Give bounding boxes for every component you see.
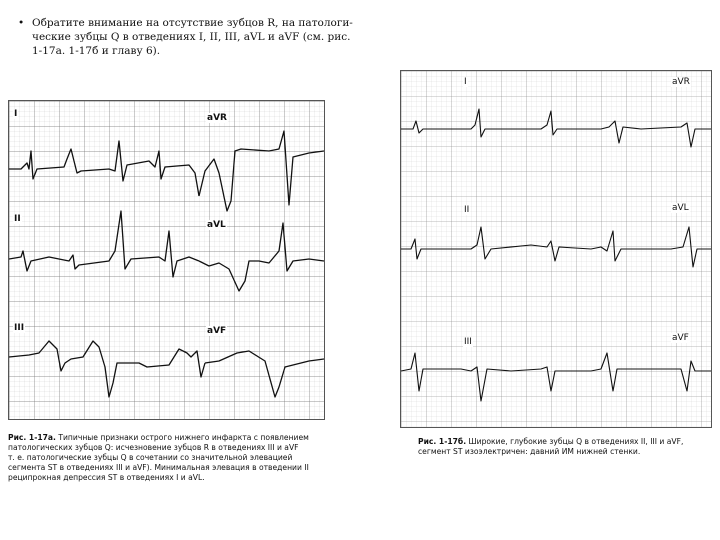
lead-label-I: I [14,109,18,119]
ecg-grid-a [9,101,324,419]
lead-label-III: III [14,323,25,333]
ecg-figure-a [8,100,325,420]
caption-a-line-5: реципрокная депрессия ST в отведениях I и aVL. [8,473,205,482]
lead-label-aVL-b: aVL [672,203,689,213]
caption-a-line-3: т. е. патологические зубцы Q в сочетании со значительной элевацией [8,453,293,462]
lead-label-aVF-b: aVF [672,333,689,343]
lead-label-aVR: aVR [207,113,227,123]
caption-b-figure-number: Рис. 1-17б. [418,437,467,446]
lead-label-II-b: II [464,205,470,215]
ecg-figure-b [400,70,712,428]
intro-text [18,16,362,58]
ecg-grid-b [401,71,711,427]
caption-a-line-2: патологических зубцов Q: исчезновение зубцов R в отведениях III и aVF [8,443,299,452]
caption-a-line-1: Типичные признаки острого нижнего инфаркта с появлением [58,433,309,442]
lead-label-aVL: aVL [207,220,226,230]
lead-label-III-b: III [464,337,472,347]
intro-line-1: Обратите внимание на отсутствие зубцов R, на патологи- [32,17,353,29]
intro-line-2: ческие зубцы Q в отведениях I, II, III, aVL и aVF (см. рис. [32,31,351,43]
lead-label-II: II [14,214,21,224]
caption-figure-b [418,437,708,457]
lead-label-I-b: I [464,77,467,87]
caption-b-line-1: Широкие, глубокие зубцы Q в отведениях II, III и aVF, [468,437,684,446]
lead-label-aVF: aVF [207,326,227,336]
lead-label-aVR-b: aVR [672,77,690,87]
intro-bullet: • [18,17,25,29]
caption-a-figure-number: Рис. 1-17а. [8,433,56,442]
intro-line-3: 1-17а. 1-17б и главу 6). [32,45,161,57]
caption-figure-a [8,433,328,483]
caption-b-line-2: сегмент ST изоэлектричен: давний ИМ нижней стенки. [418,447,641,456]
caption-a-line-4: сегмента ST в отведениях III и aVF). Минимальная элевация в отведении II [8,463,309,472]
